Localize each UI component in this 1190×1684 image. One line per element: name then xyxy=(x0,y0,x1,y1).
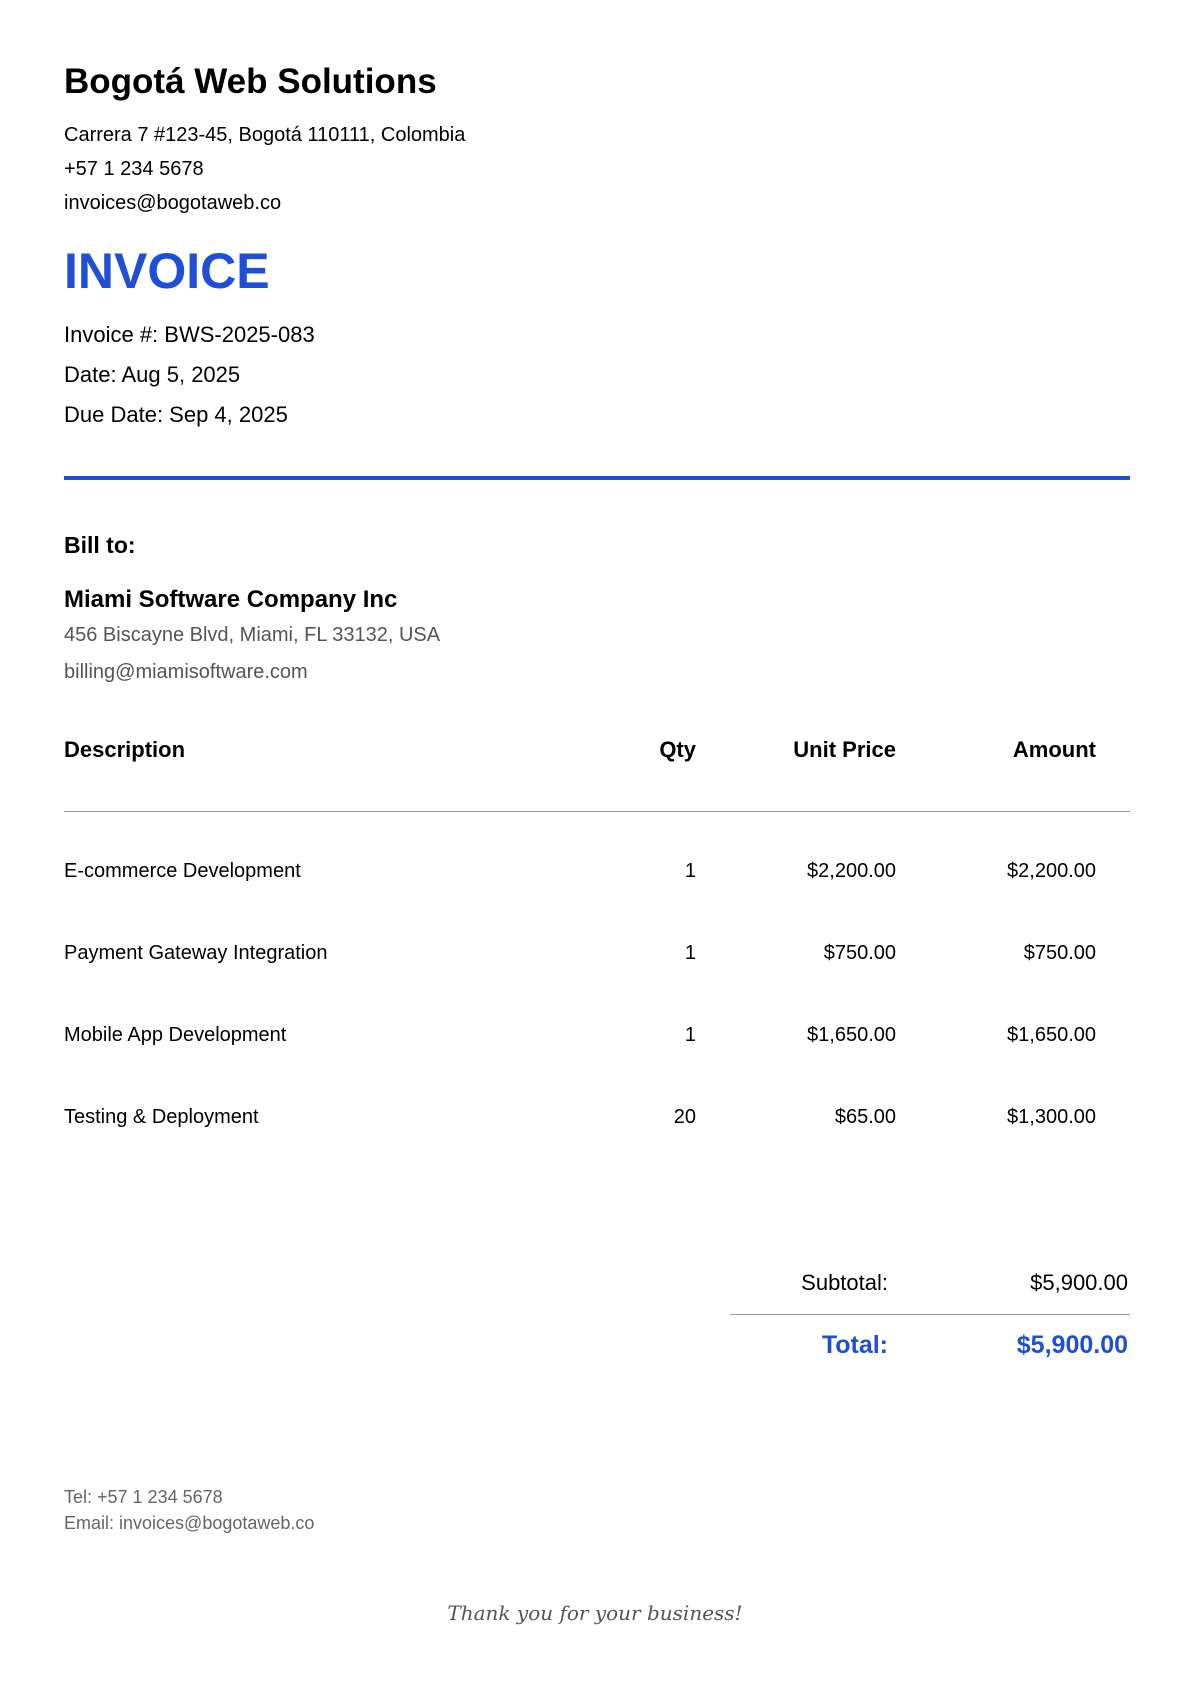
row-description: Mobile App Development xyxy=(64,1024,287,1046)
total-value: $5,900.00 xyxy=(1016,1331,1128,1359)
invoice-title: INVOICE xyxy=(64,243,270,299)
total-label: Total: xyxy=(821,1331,888,1359)
row-unit-price: $750.00 xyxy=(823,942,896,964)
invoice-number: Invoice #: BWS-2025-083 xyxy=(64,322,315,347)
row-description: Testing & Deployment xyxy=(64,1106,259,1128)
row-amount: $750.00 xyxy=(1023,942,1096,964)
row-description: E-commerce Development xyxy=(64,860,301,882)
row-qty: 1 xyxy=(684,1024,696,1046)
header-divider xyxy=(64,476,1130,480)
table-header-divider xyxy=(64,811,1130,812)
invoice-due-date: Due Date: Sep 4, 2025 xyxy=(64,402,288,427)
client-name: Miami Software Company Inc xyxy=(64,586,398,613)
row-unit-price: $65.00 xyxy=(834,1106,896,1128)
totals-divider xyxy=(730,1314,1130,1315)
client-email: billing@miamisoftware.com xyxy=(64,661,308,683)
company-email: invoices@bogotaweb.co xyxy=(64,192,282,214)
company-address: Carrera 7 #123-45, Bogotá 110111, Colombia xyxy=(64,124,466,146)
client-address: 456 Biscayne Blvd, Miami, FL 33132, USA xyxy=(64,624,441,646)
thank-you-note: Thank you for your business! xyxy=(447,1601,743,1625)
footer-tel: Tel: +57 1 234 5678 xyxy=(64,1487,223,1507)
row-amount: $2,200.00 xyxy=(1007,860,1096,882)
row-unit-price: $1,650.00 xyxy=(807,1024,896,1046)
bill-to-label: Bill to: xyxy=(64,532,136,558)
row-qty: 1 xyxy=(684,860,696,882)
row-amount: $1,650.00 xyxy=(1007,1024,1096,1046)
col-header-unit-price: Unit Price xyxy=(793,737,896,762)
company-name: Bogotá Web Solutions xyxy=(64,62,437,101)
row-qty: 1 xyxy=(684,942,696,964)
row-unit-price: $2,200.00 xyxy=(807,860,896,882)
row-amount: $1,300.00 xyxy=(1007,1106,1096,1128)
subtotal-value: $5,900.00 xyxy=(1030,1270,1128,1295)
subtotal-label: Subtotal: xyxy=(801,1270,888,1295)
col-header-description: Description xyxy=(64,737,186,762)
row-qty: 20 xyxy=(673,1106,696,1128)
row-description: Payment Gateway Integration xyxy=(64,942,328,964)
invoice-date: Date: Aug 5, 2025 xyxy=(64,362,241,387)
col-header-qty: Qty xyxy=(659,737,696,762)
company-phone: +57 1 234 5678 xyxy=(64,158,204,180)
footer-email: Email: invoices@bogotaweb.co xyxy=(64,1513,315,1533)
col-header-amount: Amount xyxy=(1012,737,1096,762)
